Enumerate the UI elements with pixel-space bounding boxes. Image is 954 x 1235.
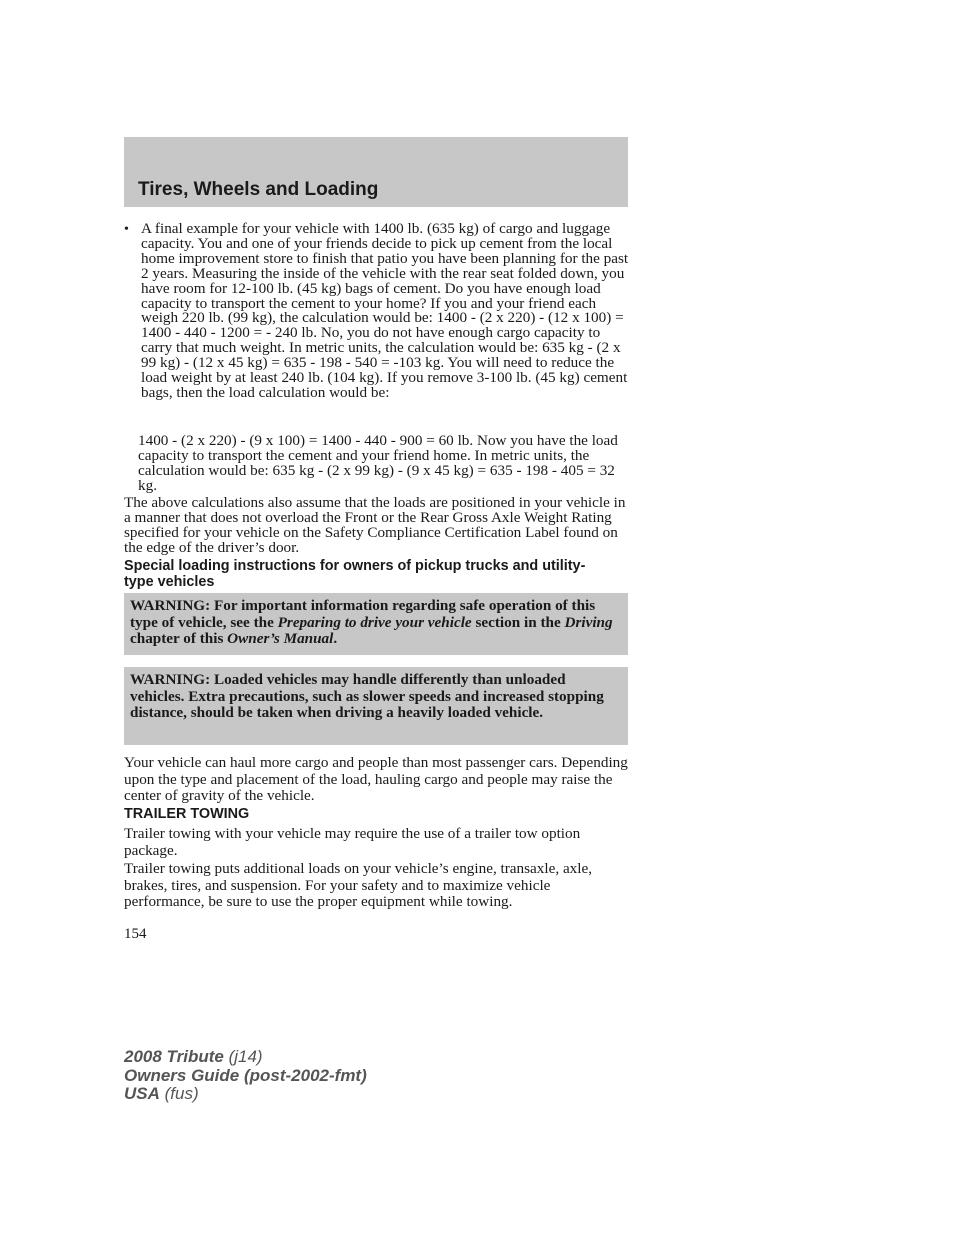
footer-line-3: USA (fus) [124,1084,199,1103]
assumption-paragraph: The above calculations also assume that the loads are positioned in your vehicle in a manner that does not overload the Front or the Rear Gross Axle Weight Rating specified for your vehicle on the Safety Compliance Certification Label found on the edge of the driver’s door. [124,494,626,556]
warning-box-loaded-vehicles [124,667,628,745]
trailer-paragraph-1: Trailer towing with your vehicle may require the use of a trailer tow option package. [124,825,581,859]
warning-text-loaded-vehicles: WARNING: Loaded vehicles may handle differently than unloaded vehicles. Extra precautions, such as slower speeds and increased stopping distance, should be taken when driving a heavily loaded vehicle. [130,671,604,721]
cargo-paragraph: Your vehicle can haul more cargo and people than most passenger cars. Depending upon the type and placement of the load, hauling cargo and people may raise the center of gravity of the vehicle. [124,754,628,804]
bullet-text: A final example for your vehicle with 1400 lb. (635 kg) of cargo and luggage capacity. You and one of your friends decide to pick up cement from the local home improvement store to finish that patio you have been planning for the past 2 years. Measuring the inside of the vehicle with the rear seat folded down, you have room for 12-100 lb. (45 kg) bags of cement. Do you have enough load capacity to transport the cement to your home? If you and your friend each weigh 220 lb. (99 kg), the calculation would be: 1400 - (2 x 220) - (12 x 100) = 1400 - 440 - 1200 = - 240 lb. No, you do not have enough cargo capacity to carry that much weight. In metric units, the calculation would be: 635 kg - (2 x 99 kg) - (12 x 45 kg) = 635 - 198 - 540 = -103 kg. You will need to reduce the load weight by at least 240 lb. (104 kg). If you remove 3-100 lb. (45 kg) cement bags, then the load calculation would be: [141,220,629,401]
trailer-paragraph-2: Trailer towing puts additional loads on your vehicle’s engine, transaxle, axle, brakes, tires, and suspension. For your safety and to maximize vehicle performance, be sure to use the proper equipment while towing. [124,860,593,910]
calculation-text: 1400 - (2 x 220) - (9 x 100) = 1400 - 440 - 900 = 60 lb. Now you have the load capacity to transport the cement and your friend home. In metric units, the calculation would be: 635 kg - (2 x 99 kg) - (9 x 45 kg) = 635 - 198 - 405 = 32 kg. [138,432,618,494]
trailer-towing-heading: TRAILER TOWING [124,806,250,822]
bullet-marker: • [124,222,129,237]
footer-line-2: Owners Guide (post-2002-fmt) [124,1065,367,1085]
warning-box-safe-operation [124,593,628,655]
warning-text-safe-operation: WARNING: For important information regarding safe operation of this type of vehicle, see the Preparing to drive your vehicle section in the Driving chapter of this Owner’s Manual. [130,597,613,647]
special-loading-heading: Special loading instructions for owners of pickup trucks and utility-type vehicles [124,558,586,590]
page-number: 154 [124,926,147,942]
section-title: Tires, Wheels and Loading [138,179,379,200]
document-footer [124,1048,367,1104]
footer-line-1: 2008 Tribute (j14) [124,1047,263,1066]
